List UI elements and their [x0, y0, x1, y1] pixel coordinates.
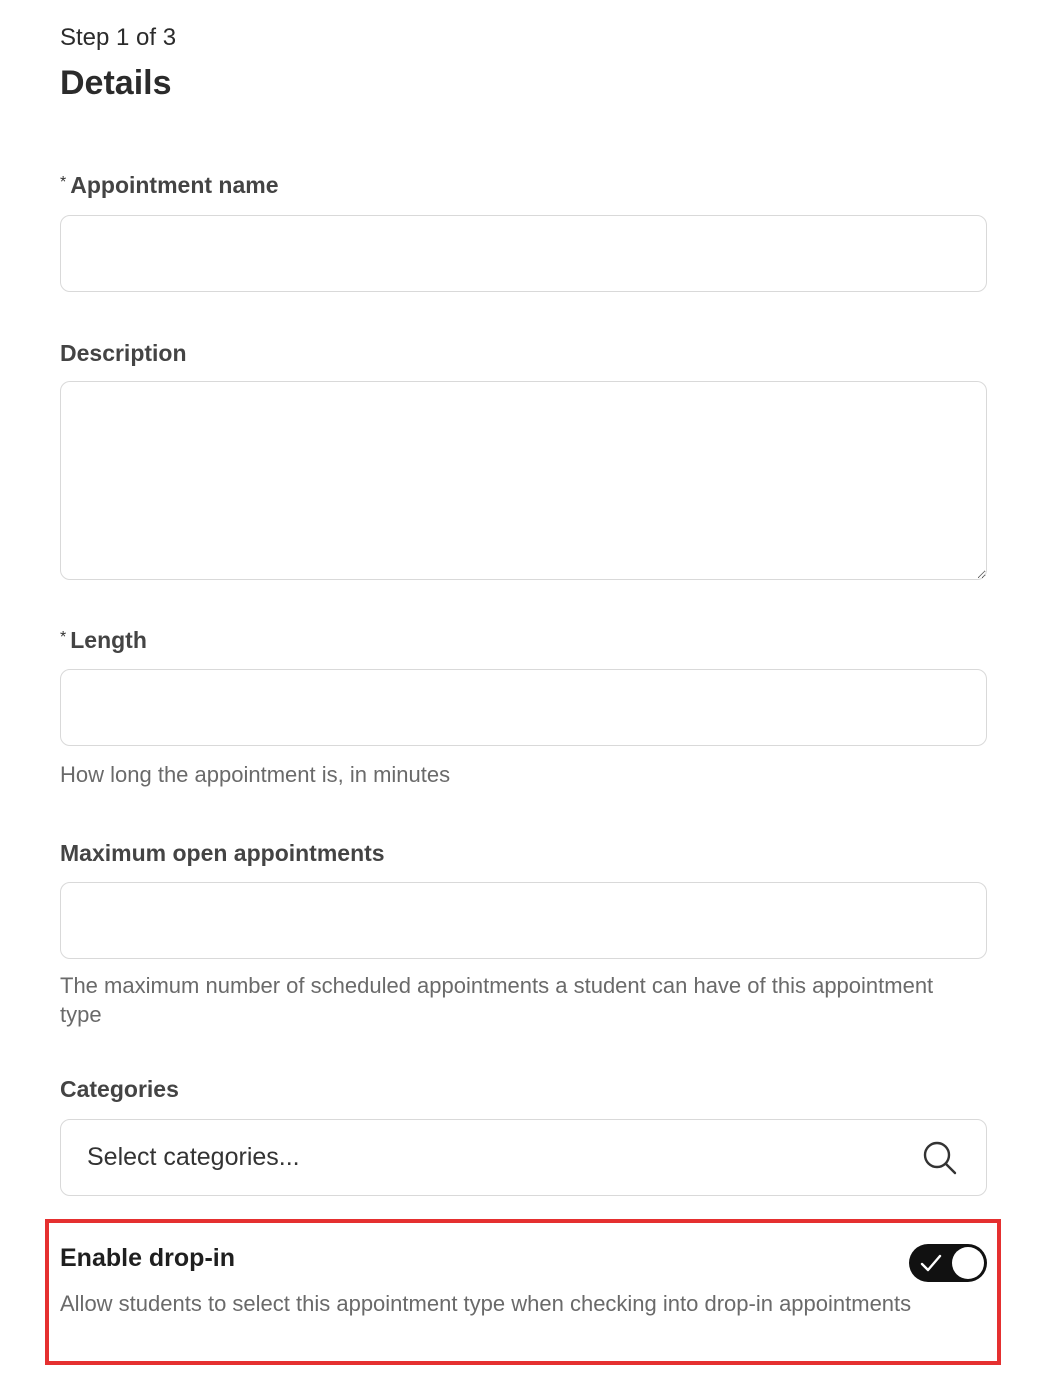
length-label-text: Length: [70, 627, 147, 653]
length-hint: How long the appointment is, in minutes: [60, 762, 451, 787]
dropin-title: Enable drop-in: [60, 1244, 235, 1272]
length-label: [60, 627, 147, 654]
categories-placeholder: Select categories...: [87, 1143, 300, 1171]
search-icon[interactable]: [920, 1138, 960, 1178]
length-input[interactable]: [60, 669, 987, 746]
max-open-label: Maximum open appointments: [60, 840, 385, 866]
required-mark: *: [60, 629, 67, 646]
dropin-description: Allow students to select this appointment type when checking into drop-in appointments: [60, 1291, 912, 1316]
description-label: Description: [60, 340, 187, 366]
categories-label: Categories: [60, 1076, 179, 1102]
description-textarea[interactable]: [60, 381, 987, 580]
max-open-input[interactable]: [60, 882, 987, 959]
max-open-hint: The maximum number of scheduled appointments a student can have of this appointment type: [60, 973, 934, 1027]
categories-select[interactable]: [60, 1119, 987, 1196]
appointment-name-input[interactable]: [60, 215, 987, 292]
check-icon: [919, 1251, 943, 1275]
dropin-toggle[interactable]: [909, 1244, 987, 1282]
step-indicator: Step 1 of 3: [60, 24, 177, 51]
page-title: Details: [60, 64, 172, 102]
appointment-name-label: [60, 172, 279, 199]
toggle-knob: [952, 1247, 984, 1279]
appointment-name-label-text: Appointment name: [70, 172, 279, 198]
required-mark: *: [60, 174, 67, 191]
